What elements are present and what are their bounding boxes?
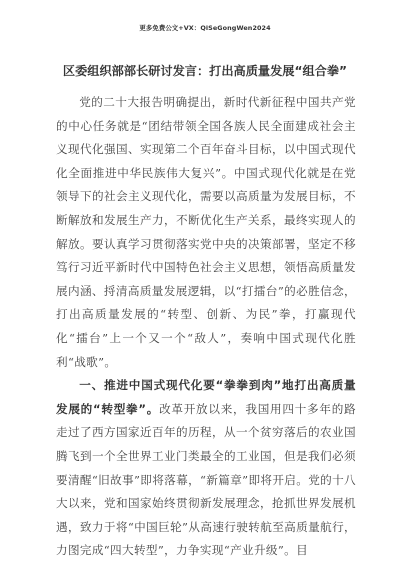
paragraph-text: 改革开放以来，我国用四十多年的路走过了西方国家近百年的历程，从一个贫穷落后的农业国腾飞到一个全世界工业门类最全的工业国，但是我们必须要清醒“旧故事”即将落幕，“新篇章”即将开启。党的十八大以来，党和国家始终贯彻新发展理念，抢抓世界发展机遇，致力于将“中国巨轮”从高速行驶转航至高质量航行，力图完成“四大转型”，力争实现“产业升级”。目 (56, 401, 357, 558)
document-title: 区委组织部部长研讨发言：打出高质量发展“组合拳” (62, 64, 348, 78)
body-paragraph (56, 91, 356, 374)
document-body (56, 91, 356, 563)
section-heading: 一、推进中国式现代化要“拳拳到肉”地打出高质量发展的“转型拳”。 (56, 378, 356, 416)
paragraph-text: 党的二十大报告明确提出，新时代新征程中国共产党的中心任务就是“团结带领全国各族人民全面建成社会主义现代化强国、实现第二个百年奋斗目标，以中国式现代化全面推进中华民族伟大复兴”。中国式现代化就是在党领导下的社会主义现代化，需要以高质量为发展目标，不断解放和发展生产力，不断优化生产关系，最终实现人的解放。要认真学习贯彻落实党中央的决策部署，坚定不移笃行习近平新时代中国特色社会主义思想，领悟高质量发展内涵、捋清高质量发展逻辑，以“打擂台”的必胜信念，打出高质量发展的“转型、创新、为民”拳，打赢现代化“擂台”上一个又一个“敌人”，奏响中国式现代化胜利“战歌”。 (56, 95, 356, 369)
body-paragraph (56, 374, 356, 563)
header-note: 更多免费公文+VX：QiSeGongWen2024 (139, 24, 271, 32)
